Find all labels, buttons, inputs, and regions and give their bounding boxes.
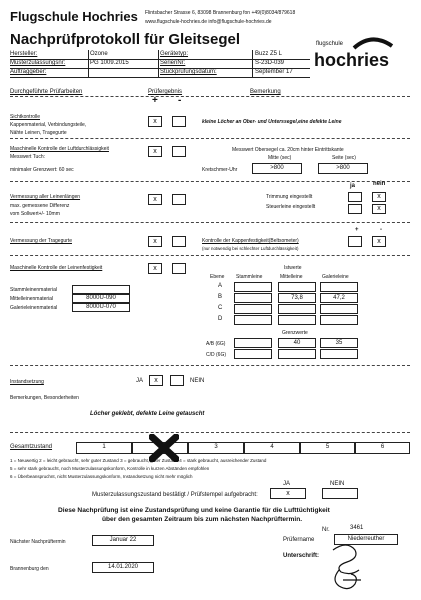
fest-check: x [153,265,157,272]
cd-mittel[interactable] [278,349,316,359]
gesamt-option-4[interactable]: 4 [244,442,300,454]
header-dash [10,96,410,97]
kappen-minus-label: - [380,227,382,233]
ebene-c-stamm[interactable] [234,304,272,314]
ebene-c-galerie[interactable] [320,304,358,314]
pruefer-label: Prüfername [283,537,315,543]
gesamt-option-1[interactable]: 1 [76,442,132,454]
nr-value: 3461 [350,525,364,531]
fest-plus-checkbox[interactable] [148,263,162,274]
gesamt-title: Gesamtzustand [10,444,53,450]
muster-ja-label: JA [283,481,291,487]
hersteller-label: Hersteller: [10,51,38,57]
leinen-ja-label: ja [350,183,356,189]
cd-galerie[interactable] [320,349,358,359]
note-line-2: über den gesamten Zeitraum bis zum nächsten Nachprüftermin. [102,516,303,523]
luft-dash [10,181,410,182]
muster-label: Musterzulassungsnr: [10,60,66,66]
sicht-remark: kleine Löcher an Ober- und Unterssegel,eine defekte Leine [202,119,342,125]
sicht-line1: Kappenmaterial, Verbindungsteile, [10,122,87,128]
steuer-check: x [377,205,381,212]
ebene-b-galerie[interactable]: 47,2 [320,293,358,303]
address-line-1: Flintsbacher Strasse 6, 83098 Brannenburg fon +49(0)8034/879618 [145,10,296,16]
sicht-plus-checkbox[interactable] [148,116,162,127]
leinen-line2: vom Sollwert+/- 10mm [10,211,60,217]
kappen-sub: (nur notwendig bei schlechter Luftdurchlässigkeit) [202,246,299,251]
luft-minus-checkbox[interactable] [172,146,186,157]
trage-minus-checkbox[interactable] [172,236,186,247]
brannenburg-label: Brannenburg den [10,566,49,572]
leinen-plus-checkbox[interactable] [148,194,162,205]
info-line-2 [10,68,310,69]
signature-image [325,540,369,596]
ebene-a-mittel[interactable] [278,282,316,292]
bemerk-title: Bemerkungen, Besonderheiten [10,395,79,401]
luft-mitte-value[interactable]: >800 [252,163,302,174]
mittel-material-label: Mittelleinenmaterial [10,296,54,302]
col-minus: - [178,95,182,106]
note-line-1: Diese Nachprüfung ist eine Zustandsprüfung und keine Garantie für die Lufttüchtigkeit [58,507,330,514]
sicht-line2: Nähte Leinen, Tragegurte [10,130,67,136]
trage-dash [10,255,410,256]
instand-ja-checkbox[interactable] [149,375,163,386]
luft-messwert: Messwert Tuch: [10,154,46,160]
ebene-c-label: C [218,305,223,311]
stueck-label: Stückprüfungsdatum: [160,69,217,75]
ab-galerie[interactable]: 35 [320,338,358,348]
instand-nein-checkbox[interactable] [170,375,184,386]
bemerk-dash [10,432,410,433]
luft-grenz: minimaler Grenzwert: 60 sec [10,167,74,173]
cd-stamm[interactable] [234,349,272,359]
leinen-line1: max. gemessene Differenz [10,203,70,209]
leinen-minus-checkbox[interactable] [172,194,186,205]
luft-kretsch-label: Kretschmer-Uhr [202,167,238,173]
galerieleine-label: Galerieleine [322,274,349,280]
stueck-value: September 17 [255,69,293,75]
gesamt-legend-1: 1 = Neuwertig 2 = leicht gebraucht, sehr guter Zustand 3 = gebraucht, guter Zustand 4 = stark gebraucht, ausreichender Zustand [10,458,267,463]
sicht-minus-checkbox[interactable] [172,116,186,127]
ebene-b-label: B [218,294,223,300]
istwerte-label: Istwerte [284,265,302,271]
info-vline-1 [88,50,89,78]
leinen-dash [10,222,410,223]
info-line-3 [10,77,310,78]
mittelleine-label: Mittelleine [280,274,303,280]
pruefer-value[interactable]: Niederreuther [334,534,398,545]
naechster-value[interactable]: Januar 22 [92,535,154,546]
kappen-plus-label: + [355,227,359,233]
instand-ja-label: JA [136,378,144,384]
luft-seite-label: Seite (sec) [332,155,356,161]
muster-ja-checkbox[interactable] [270,488,306,499]
info-vline-2 [158,50,159,78]
luft-ober-label: Messwert Obersegel ca. 20cm hinter Eintrittskante [232,147,344,153]
ebene-c-mittel[interactable] [278,304,316,314]
trage-title: Vermessung der Tragegurte [10,238,72,244]
luft-check: x [153,148,157,155]
gesamt-option-3[interactable]: 3 [188,442,244,454]
sicht-dash [10,138,410,139]
ebene-d-label: D [218,316,223,322]
ebene-b-mittel[interactable]: 73,8 [278,293,316,303]
ebene-a-galerie[interactable] [320,282,358,292]
luft-mitte-label: Mitte (sec) [268,155,292,161]
col-durchgefuehrt: Durchgeführte Prüfarbeiten [10,89,83,95]
leinen-check: x [153,196,157,203]
kappen-title: Kontrolle der Kappenfestigkeit(Beltsometer) [202,238,299,244]
logo-text-big: hochries [314,50,390,70]
ab-label: A/B (6G) [206,341,226,347]
col-plus: + [152,95,158,106]
trimm-nein-checkbox[interactable] [372,192,386,202]
trage-plus-checkbox[interactable] [148,236,162,247]
fest-title: Maschinelle Kontrolle der Leinenfestigkeit [10,265,103,271]
galerie-material-value[interactable]: 8000U-070 [72,303,130,312]
col-pruefergebnis: Prüfergebnis [148,89,183,95]
trage-check: x [153,238,157,245]
gesamt-legend-3: 6 = Überbeanspruchnt, nicht Musterzulassungskonform, Instandsetzung nicht mehr möglich [10,474,193,479]
stamm-material-value[interactable] [72,285,130,294]
muster-nein-label: NEIN [330,481,345,487]
ebene-b-stamm[interactable] [234,293,272,303]
mittel-material-value[interactable]: 8000U-090 [72,294,130,303]
luft-plus-checkbox[interactable] [148,146,162,157]
geraetetyp-label: Gerätetyp: [160,51,189,57]
gesamt-option-5[interactable]: 5 [300,442,355,454]
ebene-a-label: A [218,283,223,289]
fest-minus-checkbox[interactable] [172,263,186,274]
col-bemerkung: Bemerkung [250,89,281,95]
cd-label: C/D (6G) [206,352,226,358]
auftrag-label: Auftraggeber: [10,69,47,75]
fest-dash [10,365,410,366]
leinen-trimm-label: Trimmung eingestellt [266,194,313,200]
instand-check: x [154,377,158,384]
kappen-check: x [377,238,381,245]
info-vline-3 [252,50,253,78]
kappen-minus-checkbox[interactable] [372,236,386,247]
naechster-label: Nächster Nachprüftermin [10,539,66,545]
gesamt-option-6[interactable]: 6 [355,442,410,454]
trimm-check: x [377,193,381,200]
trimm-ja-checkbox[interactable] [348,192,362,202]
muster-value: PG 1009.2015 [90,60,129,66]
page-title: Nachprüfprotokoll für Gleitsegel [10,31,241,48]
steuer-nein-checkbox[interactable] [372,204,386,214]
muster-nein-checkbox[interactable] [322,488,358,499]
steuer-ja-checkbox[interactable] [348,204,362,214]
logo-text-small: flugschule [316,41,344,47]
ebene-a-stamm[interactable] [234,282,272,292]
logo-arc-icon [350,30,396,52]
gesamt-legend-2: 5 = sehr stark gebraucht, noch Musterzulassungskonform, Kontrolle in kurzen Abständen empfohlen [10,466,210,471]
instand-nein-label: NEIN [190,378,205,384]
muster-text: Musterzulassungszustand bestätigt / Prüfstempel aufgebracht: [92,492,258,498]
muster-check: x [286,490,290,497]
gesamt-scale [76,442,410,454]
hersteller-value: Ozone [90,51,108,57]
logo [312,30,412,75]
sicht-title: Sichtkontrolle [10,114,41,120]
ebene-d-galerie[interactable] [320,315,358,325]
ab-mittel[interactable]: 40 [278,338,316,348]
ab-stamm[interactable] [234,338,272,348]
serien-label: SerienNr: [160,60,186,66]
stammleine-label: Stammleine [236,274,263,280]
kappen-plus-checkbox[interactable] [348,236,362,247]
stamm-material-label: Stammleinenmaterial [10,287,57,293]
leinen-nein-label: nein [373,181,386,187]
grenzwerte-label: Grenzwerte [282,330,308,336]
bemerk-text: Löcher geklebt, defekte Leine getauscht [90,411,205,417]
datum-value[interactable]: 14.01.2020 [92,562,154,573]
ebene-d-mittel[interactable] [278,315,316,325]
school-name: Flugschule Hochries [10,9,138,24]
ebene-d-stamm[interactable] [234,315,272,325]
instand-title: Instandsetzung [10,379,44,385]
leinen-title: Vermessung aller Leinenlängen [10,194,81,200]
galerie-material-label: Galerieleinenmaterial [10,305,58,311]
info-line-1 [10,59,310,60]
unterschrift-label: Unterschrift: [283,553,320,559]
address-line-2: www.flugschule-hochries.de info@flugschule-hochries.de [145,19,272,25]
nr-label: Nr. [322,527,330,533]
sicht-check: x [153,118,157,125]
luft-title: Maschinelle Kontrolle der Luftdurchlässigkeit [10,146,109,152]
geraetetyp-value: Buzz Z5 L [255,51,283,57]
luft-seite-value[interactable]: >800 [318,163,368,174]
serien-value: S-23D-039 [255,60,285,66]
leinen-steuer-label: Steuerleine eingestellt [266,204,316,210]
ebene-label: Ebene [210,274,225,280]
